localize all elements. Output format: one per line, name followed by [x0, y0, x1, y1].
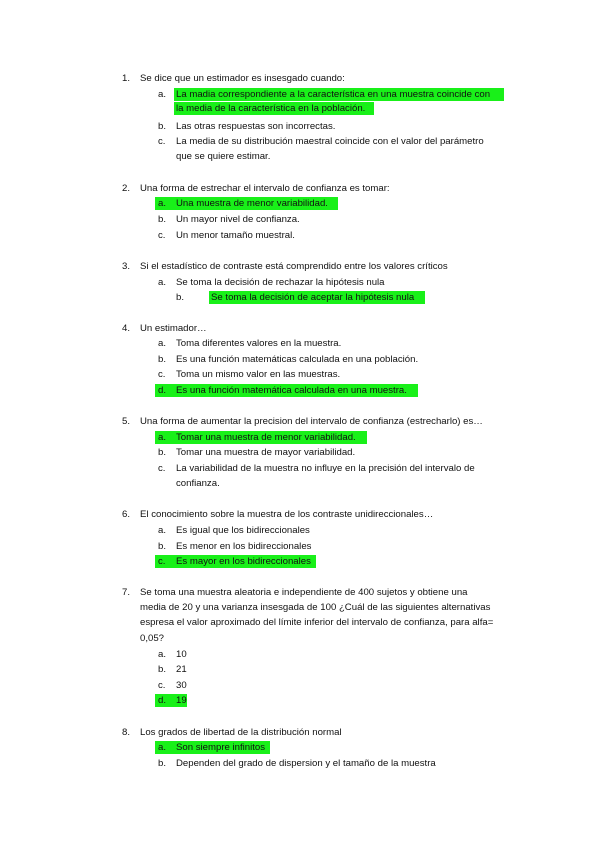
option-text: Una muestra de menor variabilidad.: [176, 198, 328, 209]
option-letter: c.: [158, 369, 166, 380]
option-text: Se toma la decisión de aceptar la hipótesis nula: [211, 292, 415, 303]
question-text: Una forma de aumentar la precision del intervalo de confianza (estrecharlo) es…: [140, 416, 483, 427]
option-text: 30: [176, 680, 187, 691]
option-text: Un menor tamaño muestral.: [176, 230, 295, 241]
question-text: El conocimiento sobre la muestra de los contraste unidireccionales…: [140, 509, 434, 520]
option-text: Toma diferentes valores en la muestra.: [176, 338, 342, 349]
option-letter: a.: [158, 742, 167, 753]
option-text: Es menor en los bidireccionales: [176, 541, 312, 552]
option-letter: a.: [158, 277, 167, 288]
option-letter: c.: [158, 556, 166, 567]
option-text: Es mayor en los bidireccionales: [176, 556, 311, 567]
option-letter: a.: [158, 338, 167, 349]
option-text: La variabilidad de la muestra no influye en la precisión del intervalo de: [176, 463, 475, 474]
option-letter: b.: [158, 541, 167, 552]
question-text: Se toma una muestra aleatoria e independiente de 400 sujetos y obtiene una: [140, 587, 468, 598]
option-text: 21: [176, 664, 187, 675]
option-text: Un mayor nivel de confianza.: [176, 214, 300, 225]
question-text: 0,05?: [140, 633, 165, 644]
option-letter: c.: [158, 463, 166, 474]
option-letter: b.: [158, 121, 167, 132]
option-letter: b.: [158, 758, 167, 769]
question-text: Si el estadístico de contraste está comprendido entre los valores críticos: [140, 261, 448, 272]
option-text: Toma un mismo valor en las muestras.: [176, 369, 341, 380]
question-number: 4.: [122, 323, 131, 334]
option-letter: a.: [158, 432, 167, 443]
option-text: Tomar una muestra de mayor variabilidad.: [176, 447, 356, 458]
option-letter: b.: [176, 292, 185, 303]
option-text: Es una función matemáticas calculada en una población.: [176, 354, 419, 365]
option-letter: c.: [158, 136, 166, 147]
question-number: 7.: [122, 587, 131, 598]
option-text: Tomar una muestra de menor variabilidad.: [176, 432, 356, 443]
question-number: 3.: [122, 261, 131, 272]
question-number: 2.: [122, 183, 131, 194]
question-number: 5.: [122, 416, 131, 427]
option-letter: d.: [158, 385, 167, 396]
question-number: 1.: [122, 73, 131, 84]
option-text: Es una función matemática calculada en una muestra.: [176, 385, 407, 396]
option-text: la media de la característica en la población.: [176, 103, 366, 114]
option-text: confianza.: [176, 478, 220, 489]
question-number: 6.: [122, 509, 131, 520]
option-letter: a.: [158, 525, 167, 536]
option-letter: c.: [158, 680, 166, 691]
option-text: La media de su distribución maestral coincide con el valor del parámetro: [176, 136, 484, 147]
option-text: Son siempre infinitos: [176, 742, 266, 753]
option-letter: a.: [158, 89, 167, 100]
option-text: 10: [176, 649, 187, 660]
option-text: Se toma la decisión de rechazar la hipótesis nula: [176, 277, 385, 288]
option-text: Es igual que los bidireccionales: [176, 525, 310, 536]
option-letter: a.: [158, 198, 167, 209]
option-letter: c.: [158, 230, 166, 241]
option-letter: d.: [158, 695, 167, 706]
question-text: espresa el valor aproximado del límite inferior del intervalo de confianza, para alfa=: [140, 617, 494, 628]
option-text: Las otras respuestas son incorrectas.: [176, 121, 336, 132]
option-letter: b.: [158, 447, 167, 458]
option-text: Dependen del grado de dispersion y el tamaño de la muestra: [176, 758, 436, 769]
question-number: 8.: [122, 727, 131, 738]
question-text: Los grados de libertad de la distribución normal: [140, 727, 342, 738]
question-text: Un estimador…: [140, 323, 207, 334]
question-text: media de 20 y una varianza insesgada de 100 ¿Cuál de las siguientes alternativas: [140, 602, 491, 613]
option-letter: b.: [158, 354, 167, 365]
option-letter: b.: [158, 214, 167, 225]
question-text: Se dice que un estimador es insesgado cuando:: [140, 73, 345, 84]
option-letter: a.: [158, 649, 167, 660]
option-text: La madia correspondiente a la característica en una muestra coincide con: [176, 89, 491, 100]
question-text: Una forma de estrechar el intervalo de confianza es tomar:: [140, 183, 390, 194]
option-text: 19: [176, 695, 187, 706]
option-letter: b.: [158, 664, 167, 675]
option-text: que se quiere estimar.: [176, 151, 271, 162]
